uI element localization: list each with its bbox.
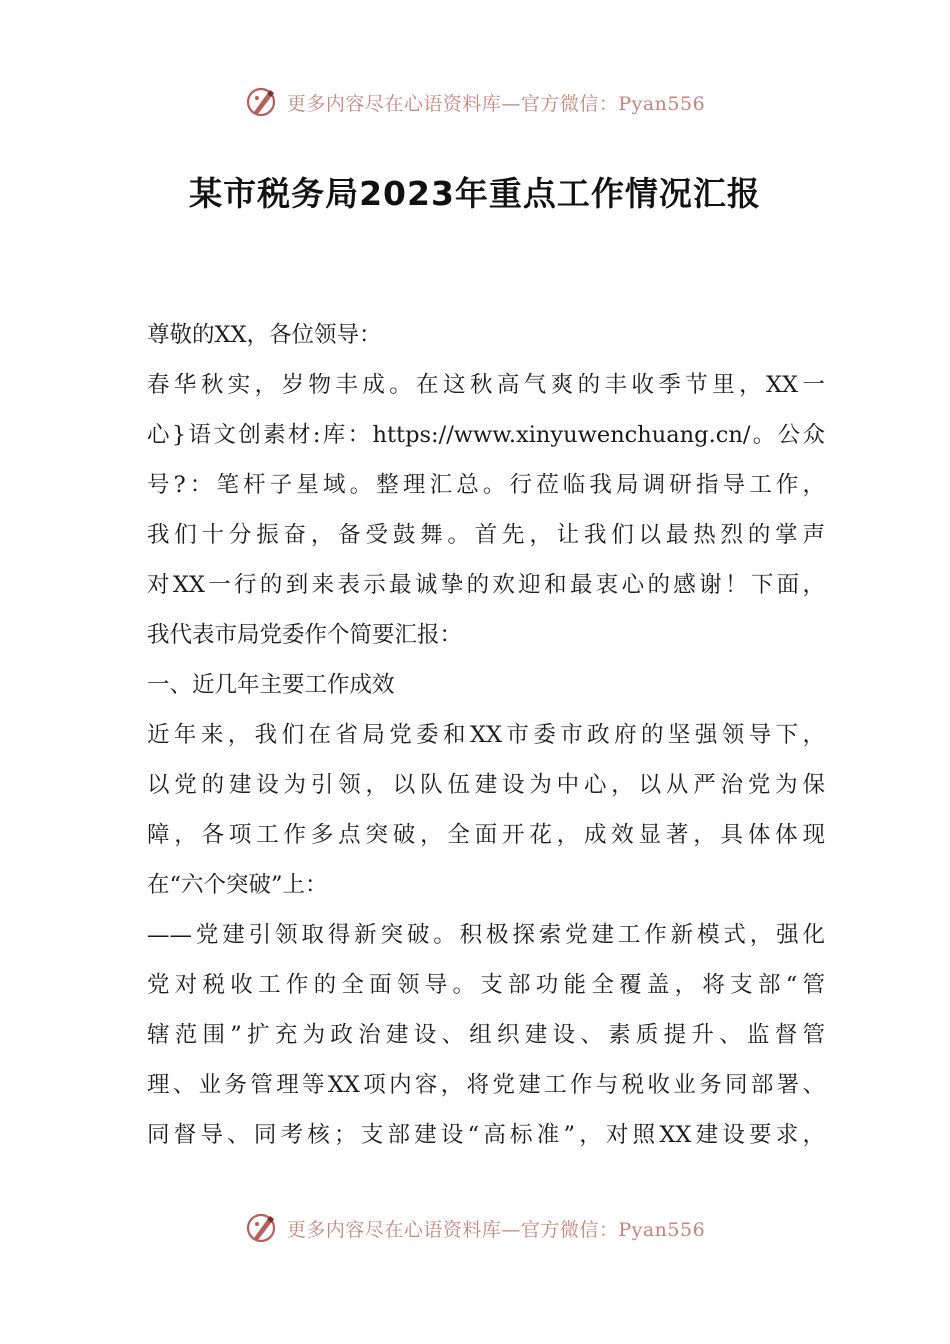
body-line: 尊敬的XX，各位领导： [147, 322, 382, 348]
pen-nib-logo-icon [245, 1211, 279, 1245]
body-line: 党对税收工作的全面领导。支部功能全覆盖，将支部“管 [147, 972, 825, 998]
body-line: 以党的建设为引领，以队伍建设为中心，以从严治党为保 [147, 772, 825, 798]
header-banner [0, 82, 950, 122]
banner-text: 更多内容尽在心语资料库—官方微信：Pyan556 [286, 92, 706, 115]
body-line: 春华秋实，岁物丰成。在这秋高气爽的丰收季节里，XX一 [147, 372, 825, 398]
page-title: 某市税务局2023年重点工作情况汇报 [189, 174, 761, 213]
document-body [147, 310, 825, 1160]
body-line: 辖范围”扩充为政治建设、组织建设、素质提升、监督管 [147, 1022, 825, 1048]
body-line: 我们十分振奋，备受鼓舞。首先，让我们以最热烈的掌声 [147, 522, 825, 548]
body-line: 障，各项工作多点突破，全面开花，成效显著，具体体现 [147, 822, 825, 848]
body-line: 号?：笔杆子星域。整理汇总。行莅临我局调研指导工作， [147, 472, 825, 498]
body-line: 近年来，我们在省局党委和XX市委市政府的坚强领导下， [147, 722, 825, 748]
body-line: 在“六个突破”上： [147, 872, 328, 898]
body-line: ——党建引领取得新突破。积极探索党建工作新模式，强化 [147, 922, 825, 948]
pen-nib-logo-icon [245, 85, 279, 119]
section-heading: 一、近几年主要工作成效 [147, 672, 395, 698]
body-line: 对XX一行的到来表示最诚挚的欢迎和最衷心的感谢！下面， [147, 572, 825, 598]
body-line: 同督导、同考核；支部建设“高标准”，对照XX建设要求， [147, 1122, 825, 1148]
body-line: 我代表市局党委作个简要汇报： [147, 622, 463, 648]
banner-text: 更多内容尽在心语资料库—官方微信：Pyan556 [286, 1218, 706, 1241]
body-line: 心}语文创素材:库：https://www.xinyuwenchuang.cn/。公众 [147, 422, 825, 448]
footer-banner [0, 1208, 950, 1248]
body-line: 理、业务管理等XX项内容，将党建工作与税收业务同部署、 [147, 1072, 825, 1098]
